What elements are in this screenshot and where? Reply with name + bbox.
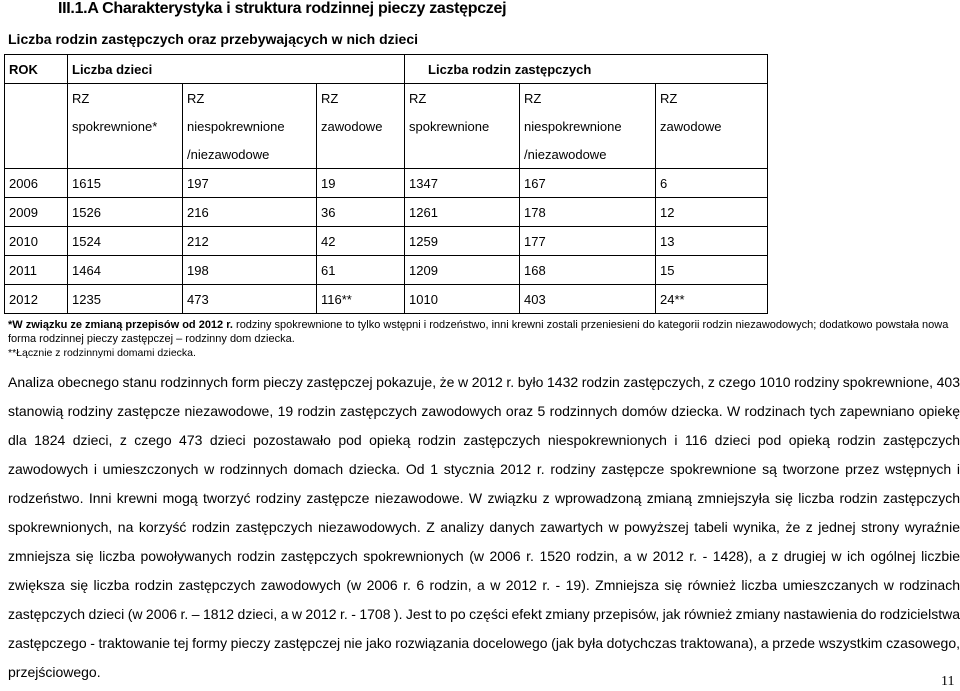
year-cell: 2006 (5, 169, 68, 198)
table-cell: 19 (317, 169, 405, 198)
header-col-1-line1: RZ (68, 84, 183, 113)
body-paragraph (8, 368, 960, 687)
header-col-4-line1: RZ (405, 84, 520, 113)
table-cell: 61 (317, 256, 405, 285)
table-cell: 1235 (68, 285, 183, 314)
table-cell: 1209 (405, 256, 520, 285)
foster-families-table (4, 54, 768, 314)
table-cell: 473 (183, 285, 317, 314)
table-cell: 15 (656, 256, 768, 285)
header-col-5-line3: /niezawodowe (520, 140, 656, 169)
table-row (5, 169, 768, 198)
table-cell: 12 (656, 198, 768, 227)
table-cell: 1526 (68, 198, 183, 227)
table-row (5, 285, 768, 314)
table-cell: 24** (656, 285, 768, 314)
analysis-paragraph: Analiza obecnego stanu rodzinnych form pieczy zastępczej pokazuje, że w 2012 r. było 1432 rodzin zastępczych, z czego 1010 rodziny spokrewnione, 403 stanowią rodziny zastępcze niezawodowe, 19 rodzin zastępczych zawodowych oraz 5 rodzinnych domów dziecka. W rodzinach tych zapewniano opiekę dla 1824 dzieci, z czego 473 dzieci pozostawało pod opieką rodzin zastępczych niespokrewnionych i 116 dzieci pod opieką rodzin zastępczych zawodowych i umieszczonych w rodzinnych domach dziecka. Od 1 stycznia 2012 r. rodziny zastępcze spokrewnione są tworzone przez wstępnych i rodzeństwo. Inni krewni mogą tworzyć rodziny zastępcze niezawodowe. W związku z wprowadzoną zmianą zmniejszyła się liczba rodzin zastępczych spokrewnionych, na korzyść rodzin zastępczych niezawodowych. Z analizy danych zawartych w powyższej tabeli wynika, że z jednej strony wyraźnie zmniejsza się liczba powoływanych rodzin zastępczych spokrewnionych (w 2006 r. 1520 rodzin, a w 2012 r. - 1428), a z drugiej w ich ogólnej liczbie zwiększa się liczba rodzin zastępczych zawodowych (w 2006 r. 6 rodzin, a w 2012 r. - 19). Zmniejsza się również liczba umieszczanych w rodzinach zastępczych dzieci (w 2006 r. – 1812 dzieci, a w 2012 r. - 1708 ). Jest to po części efekt zmiany przepisów, jak również zmiany nastawienia do rodzicielstwa zastępczego - traktowanie tej formy pieczy zastępczej nie jako rozwiązania docelowego (jak była dotychczas traktowana), a przede wszystkim czasowego, przejściowego. (8, 374, 960, 680)
page-number: 11 (941, 674, 955, 689)
header-col-2-line2: niespokrewnione (183, 112, 317, 140)
header-children: Liczba dzieci (68, 55, 405, 84)
header-col-3-line1: RZ (317, 84, 405, 113)
table-subheader-row-3 (5, 140, 768, 169)
header-year: ROK (5, 55, 68, 84)
table-caption: Liczba rodzin zastępczych oraz przebywających w nich dzieci (8, 31, 419, 47)
table-cell: 1010 (405, 285, 520, 314)
header-col-1-line3 (68, 140, 183, 169)
table-cell: 36 (317, 198, 405, 227)
table-cell: 177 (520, 227, 656, 256)
table-cell: 198 (183, 256, 317, 285)
table-cell: 1464 (68, 256, 183, 285)
header-cell (5, 140, 68, 169)
table-cell: 403 (520, 285, 656, 314)
table-cell: 42 (317, 227, 405, 256)
table-cell: 212 (183, 227, 317, 256)
header-col-6-line1: RZ (656, 84, 768, 113)
header-cell (5, 84, 68, 113)
header-col-5-line1: RZ (520, 84, 656, 113)
table-cell: 168 (520, 256, 656, 285)
header-cell (5, 112, 68, 140)
table-subheader-row-2 (5, 112, 768, 140)
year-cell: 2010 (5, 227, 68, 256)
header-col-6-line2: zawodowe (656, 112, 768, 140)
header-col-2-line3: /niezawodowe (183, 140, 317, 169)
table-subheader-row-1 (5, 84, 768, 113)
year-cell: 2012 (5, 285, 68, 314)
table-cell: 6 (656, 169, 768, 198)
footnote-1 (8, 318, 958, 346)
header-col-2-line1: RZ (183, 84, 317, 113)
table-cell: 1261 (405, 198, 520, 227)
header-col-1-line2: spokrewnione* (68, 112, 183, 140)
table-cell: 197 (183, 169, 317, 198)
table-cell: 116** (317, 285, 405, 314)
table-row (5, 198, 768, 227)
table-cell: 1615 (68, 169, 183, 198)
year-cell: 2009 (5, 198, 68, 227)
table-cell: 216 (183, 198, 317, 227)
table-cell: 13 (656, 227, 768, 256)
footnote-2: **Łącznie z rodzinnymi domami dziecka. (8, 347, 196, 359)
table-footnotes (8, 318, 958, 360)
table-cell: 1524 (68, 227, 183, 256)
header-col-4-line3 (405, 140, 520, 169)
header-col-5-line2: niespokrewnione (520, 112, 656, 140)
header-col-3-line3 (317, 140, 405, 169)
header-col-6-line3 (656, 140, 768, 169)
footnote-1-text: rodziny spokrewnione to tylko wstępni i rodzeństwo, inni krewni zostali przeniesieni do kategorii rodzin niezawodowych; dodatkowo powstała nowa forma rodzinnej pieczy zastępczej – rodzinny dom dziecka. (8, 319, 949, 345)
table-cell: 1259 (405, 227, 520, 256)
table-header-row (5, 55, 768, 84)
year-cell: 2011 (5, 256, 68, 285)
header-col-4-line2: spokrewnione (405, 112, 520, 140)
table-cell: 1347 (405, 169, 520, 198)
table-cell: 167 (520, 169, 656, 198)
header-families: Liczba rodzin zastępczych (405, 55, 768, 84)
table-row (5, 227, 768, 256)
header-col-3-line2: zawodowe (317, 112, 405, 140)
table-cell: 178 (520, 198, 656, 227)
table-row (5, 256, 768, 285)
document-title: III.1.A Charakterystyka i struktura rodzinnej pieczy zastępczej (58, 0, 507, 17)
footnote-1-lead: *W związku ze zmianą przepisów od 2012 r. (8, 319, 233, 331)
